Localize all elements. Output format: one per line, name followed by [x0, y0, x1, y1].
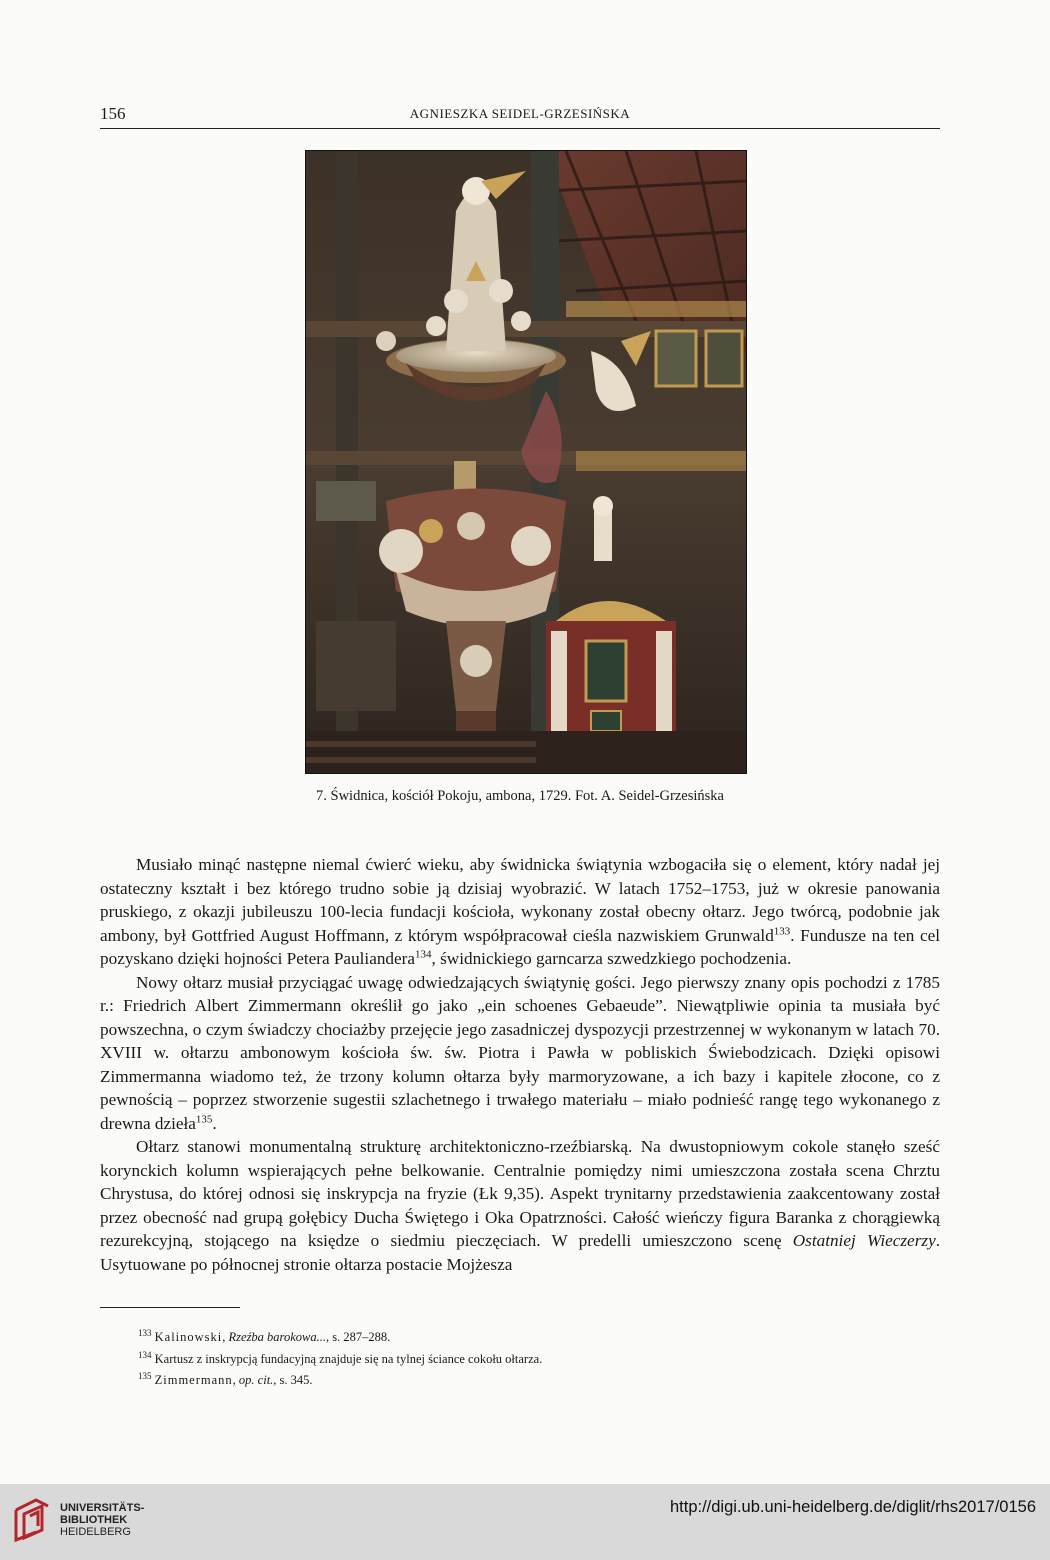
paragraph-3-text-a: Ołtarz stanowi monumentalną strukturę architektoniczno-rzeźbiarską. Na dwustopniowym cokole stanęło sześć korynckich kolumn wspierających pełne belkowanie. Centralnie pomiędzy nimi umieszczona została scena Chrztu Chrystusa, do której odnosi się inskrypcja na fryzie (Łk 9,35). Aspekt trynitarny przedstawienia zaakcentowany został przez obecność nad grupą gołębicy Ducha Świętego i Oka Opatrzności. Całość wieńczy figura Baranka z chorągiewką rezurekcyjną, stojącego na księdze o siedmiu pieczęciach. W predelli umieszczono scenę [100, 1137, 940, 1250]
paragraph-1 [100, 853, 940, 971]
paragraph-3-italic-title: Ostatniej Wieczerzy [792, 1231, 936, 1250]
footnote-separator-text: , [222, 1330, 229, 1345]
library-line-2: BIBLIOTHEK [60, 1514, 128, 1526]
footnote-ref-134[interactable]: 134 [415, 948, 432, 961]
footnotes [100, 1325, 940, 1390]
footnote-number: 135 [138, 1371, 152, 1382]
running-head-author: AGNIESZKA SEIDEL-GRZESIŃSKA [409, 106, 631, 121]
page-number: 156 [100, 104, 126, 123]
pulpit-illustration [306, 151, 746, 773]
main-text [100, 853, 940, 1276]
footnote-133 [100, 1325, 940, 1347]
library-line-3: HEIDELBERG [60, 1526, 131, 1538]
pulpit-photograph [305, 150, 747, 774]
footnote-pages: , s. 287–288. [325, 1330, 391, 1345]
footnote-number: 134 [138, 1349, 152, 1360]
footnote-ref-135[interactable]: 135 [195, 1112, 213, 1125]
footnote-ref-133[interactable]: 133 [773, 924, 791, 937]
paragraph-2-text-a: Nowy ołtarz musiał przyciągać uwagę odwiedzających świątynię gości. Jego pierwszy znany opis pochodzi z 1785 r.: Friedrich Albert Zimmermann określił go jako „ein schoenes Gebaeude”. Niewątpliwie opinia ta musiała być powszechna, o czym świadczy chociażby przejęcie jego zasadniczej dyspozycji przestrzennej w wykonanym w latach 70. XVIII w. ołtarzu ambonowym kościoła św. św. Piotra i Pawła w pobliskich Świebodzicach. Dzięki opisowi Zimmermanna wiadomo też, że trzony kolumn ołtarza były marmoryzowane, a ich bazy i kapitele złocone, co z pewnością – poprzez stworzenie sugestii szlachetnego i trwałego materiału – miało podnieść rangę tego wykonanego z drewna dzieła [100, 972, 940, 1133]
footnote-title: Rzeźba barokowa... [228, 1330, 326, 1345]
paragraph-3-text-b: . Usytuowane po północnej stronie ołtarza postacie Mojżesza [100, 1231, 940, 1274]
footnote-number: 133 [138, 1328, 152, 1338]
footnote-text: Kartusz z inskrypcją fundacyjną znajduje się na tylnej ściance cokołu ołtarza. [154, 1351, 543, 1366]
footnote-134 [100, 1347, 940, 1369]
paragraph-1-text-c: , świdnickiego garncarza szwedzkiego pochodzenia. [431, 949, 792, 968]
footnote-135 [100, 1368, 940, 1390]
footnote-separator-text: , [232, 1373, 239, 1388]
digitization-footer [0, 1484, 1050, 1560]
paragraph-1-text-a: Musiało minąć następne niemal ćwierć wieku, aby świdnicka świątynia wzbogaciła się o element, który nadał jej ostateczny kształt i bez którego trudno sobie ją dzisiaj wyobrazić. W latach 1752–1753, już w okresie panowania pruskiego, z okazji jubileuszu 100-lecia fundacji kościoła, wykonany został obecny ołtarz. Jego twórcą, podobnie jak ambony, był Gottfried August Hoffmann, z którym współpracował cieśla nazwiskiem Grunwald [100, 855, 940, 945]
figure-caption: 7. Świdnica, kościół Pokoju, ambona, 1729. Fot. A. Seidel-Grzesińska [316, 788, 724, 804]
library-name [60, 1502, 144, 1538]
paragraph-3 [100, 1135, 940, 1276]
library-logo-icon [12, 1496, 52, 1544]
footnote-author: Zimmermann [154, 1373, 233, 1388]
permalink-url[interactable]: http://digi.ub.uni-heidelberg.de/diglit/rhs2017/0156 [669, 1498, 1036, 1516]
footnote-separator [100, 1307, 240, 1308]
footnote-pages: , s. 345. [273, 1373, 313, 1388]
paragraph-2-text-b: . [212, 1113, 217, 1133]
footnote-author: Kalinowski [154, 1330, 223, 1345]
paragraph-2 [100, 971, 940, 1136]
running-header [100, 104, 940, 129]
footnote-title: op. cit. [238, 1373, 274, 1388]
library-line-1: UNIVERSITÄTS- [60, 1502, 145, 1514]
paragraph-1-text-b: . Fundusze na ten cel pozyskano dzięki hojności Petera Pauliandera [100, 925, 940, 968]
